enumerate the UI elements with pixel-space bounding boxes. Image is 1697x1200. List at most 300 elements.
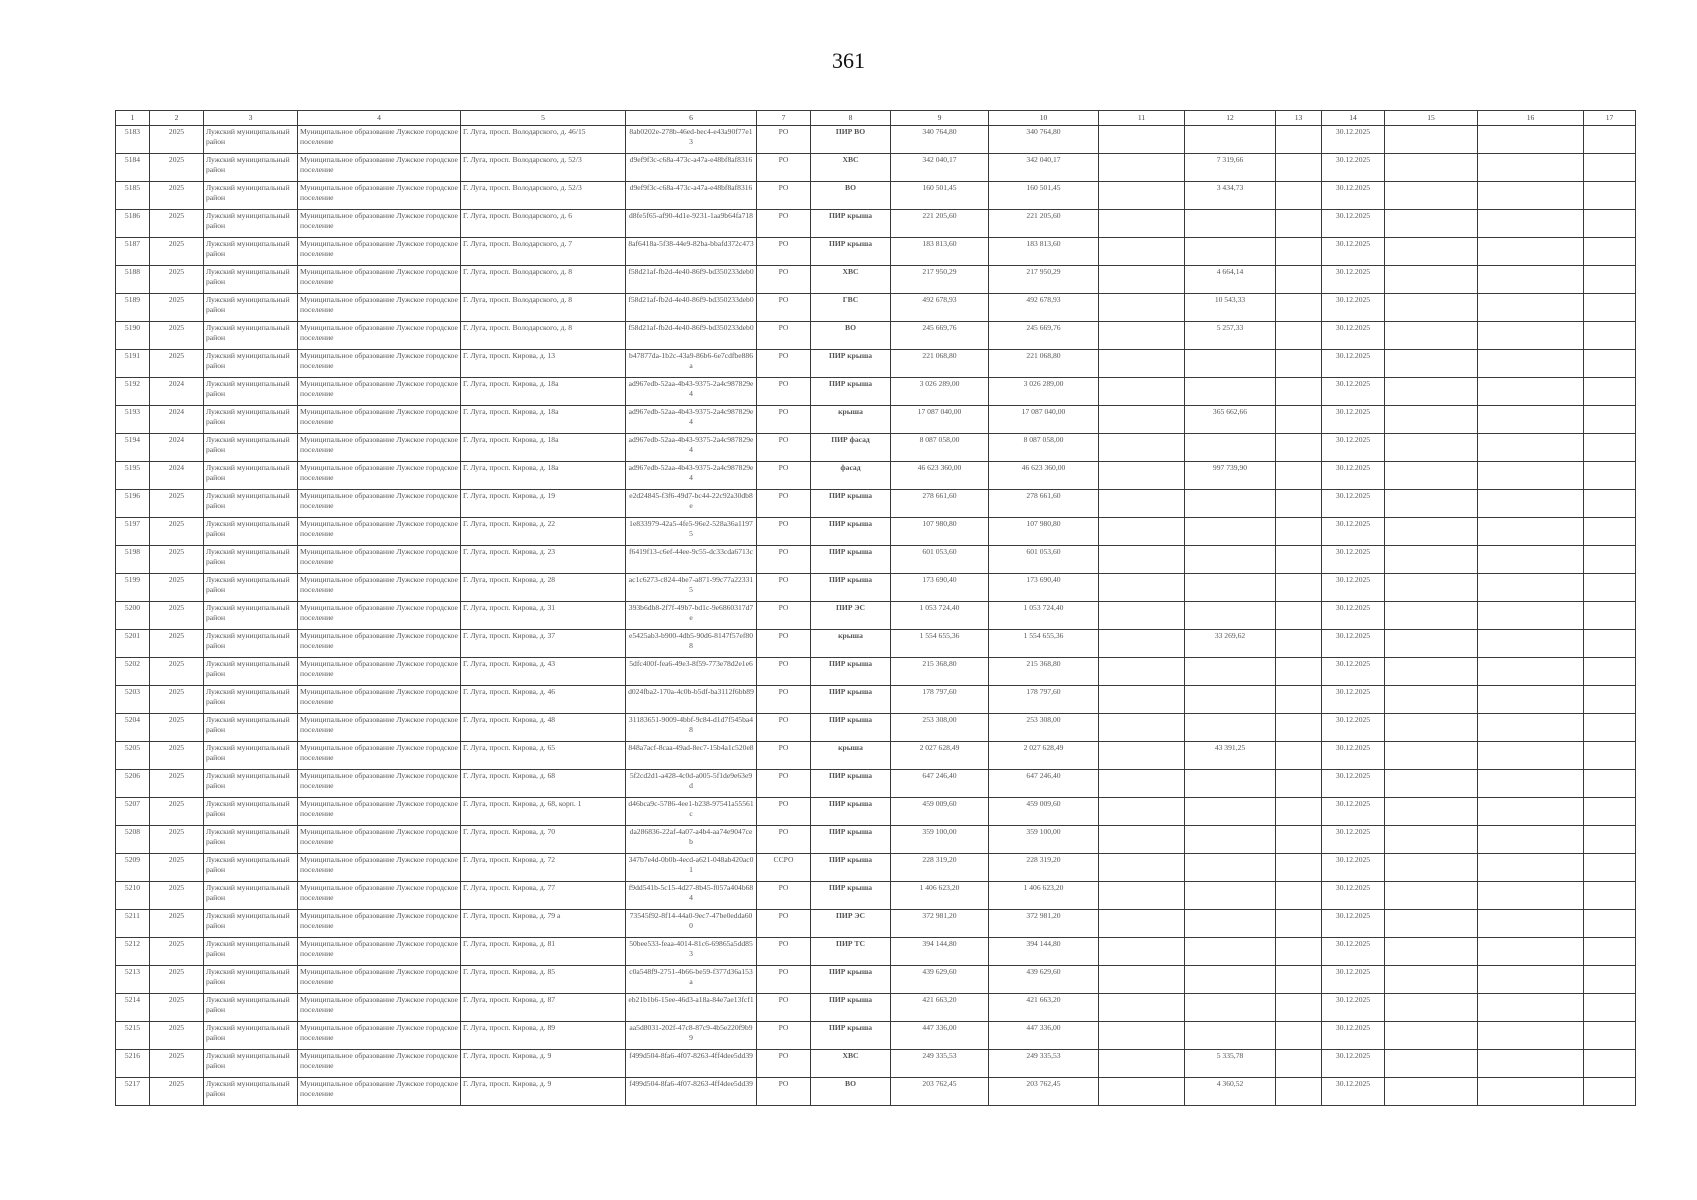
cell-col-15: [1385, 630, 1478, 658]
cell-cost: 372 981,20: [891, 910, 989, 938]
cell-col-12: 5 257,33: [1185, 322, 1276, 350]
cell-work-type: фасад: [811, 462, 891, 490]
cell-house-code: 5f2cd2d1-a428-4c0d-a005-5f1de9e63e9d: [626, 770, 757, 798]
cell-col-12: [1185, 658, 1276, 686]
cell-cost: 160 501,45: [891, 182, 989, 210]
cell-date: 30.12.2025: [1322, 1022, 1385, 1050]
cell-cost-total: 372 981,20: [989, 910, 1099, 938]
cell-house-code: d024fba2-170a-4c0b-b5df-ba3112f6bb89: [626, 686, 757, 714]
table-row: [116, 938, 1636, 966]
cell-col-16: [1478, 182, 1584, 210]
cell-year: 2025: [150, 658, 204, 686]
cell-house-code: e2d24845-f3f6-49d7-bc44-22c92a30db8e: [626, 490, 757, 518]
cell-col-13: [1276, 826, 1322, 854]
column-header: 9: [891, 111, 989, 126]
cell-col-16: [1478, 630, 1584, 658]
cell-col-12: [1185, 770, 1276, 798]
cell-col-15: [1385, 378, 1478, 406]
cell-house-code: aa5d8031-202f-47c8-87c9-4b5e220f9b99: [626, 1022, 757, 1050]
cell-col-16: [1478, 126, 1584, 154]
cell-col-16: [1478, 1022, 1584, 1050]
cell-municipality: Муниципальное образование Лужское городское поселение: [298, 434, 461, 462]
cell-address: Г. Луга, просп. Кирова, д. 23: [461, 546, 626, 574]
cell-col-12: 365 662,66: [1185, 406, 1276, 434]
cell-district: Лужский муниципальный район: [204, 994, 298, 1022]
cell-municipality: Муниципальное образование Лужское городское поселение: [298, 378, 461, 406]
column-header: 14: [1322, 111, 1385, 126]
cell-col-17: [1584, 630, 1636, 658]
cell-date: 30.12.2025: [1322, 826, 1385, 854]
cell-col-16: [1478, 266, 1584, 294]
cell-date: 30.12.2025: [1322, 574, 1385, 602]
cell-date: 30.12.2025: [1322, 630, 1385, 658]
cell-row-number: 5191: [116, 350, 150, 378]
cell-address: Г. Луга, просп. Кирова, д. 46: [461, 686, 626, 714]
cell-col-17: [1584, 910, 1636, 938]
cell-address: Г. Луга, просп. Кирова, д. 85: [461, 966, 626, 994]
cell-col-11: [1099, 658, 1185, 686]
cell-col-17: [1584, 770, 1636, 798]
cell-cost: 1 406 623,20: [891, 882, 989, 910]
cell-col-15: [1385, 714, 1478, 742]
cell-cost: 221 205,60: [891, 210, 989, 238]
cell-cost: 278 661,60: [891, 490, 989, 518]
cell-district: Лужский муниципальный район: [204, 406, 298, 434]
cell-district: Лужский муниципальный район: [204, 350, 298, 378]
cell-col-11: [1099, 406, 1185, 434]
cell-row-number: 5209: [116, 854, 150, 882]
cell-row-number: 5197: [116, 518, 150, 546]
cell-municipality: Муниципальное образование Лужское городское поселение: [298, 882, 461, 910]
cell-year: 2025: [150, 1050, 204, 1078]
table-body: [116, 111, 1636, 1106]
cell-cost: 2 027 628,49: [891, 742, 989, 770]
cell-year: 2025: [150, 742, 204, 770]
cell-municipality: Муниципальное образование Лужское городское поселение: [298, 574, 461, 602]
cell-type: РО: [757, 938, 811, 966]
cell-row-number: 5201: [116, 630, 150, 658]
cell-cost-total: 394 144,80: [989, 938, 1099, 966]
cell-col-16: [1478, 770, 1584, 798]
table-row: [116, 574, 1636, 602]
cell-col-16: [1478, 854, 1584, 882]
cell-date: 30.12.2025: [1322, 490, 1385, 518]
cell-date: 30.12.2025: [1322, 322, 1385, 350]
cell-year: 2025: [150, 238, 204, 266]
cell-municipality: Муниципальное образование Лужское городское поселение: [298, 294, 461, 322]
cell-col-13: [1276, 406, 1322, 434]
cell-district: Лужский муниципальный район: [204, 826, 298, 854]
cell-col-11: [1099, 602, 1185, 630]
cell-col-12: 4 664,14: [1185, 266, 1276, 294]
table-row: [116, 994, 1636, 1022]
cell-col-13: [1276, 714, 1322, 742]
cell-col-16: [1478, 154, 1584, 182]
cell-col-17: [1584, 182, 1636, 210]
cell-address: Г. Луга, просп. Кирова, д. 37: [461, 630, 626, 658]
cell-col-13: [1276, 238, 1322, 266]
cell-col-12: 3 434,73: [1185, 182, 1276, 210]
table-row: [116, 714, 1636, 742]
cell-col-12: [1185, 126, 1276, 154]
cell-year: 2025: [150, 630, 204, 658]
cell-address: Г. Луга, просп. Кирова, д. 70: [461, 826, 626, 854]
cell-date: 30.12.2025: [1322, 742, 1385, 770]
cell-type: РО: [757, 1050, 811, 1078]
cell-house-code: ac1c6273-c824-4be7-a871-99c77a223315: [626, 574, 757, 602]
cell-col-12: [1185, 966, 1276, 994]
cell-house-code: c0a548f9-2751-4b66-be59-f377d36a153a: [626, 966, 757, 994]
cell-row-number: 5195: [116, 462, 150, 490]
table-row: [116, 210, 1636, 238]
cell-cost-total: 1 554 655,36: [989, 630, 1099, 658]
cell-date: 30.12.2025: [1322, 1050, 1385, 1078]
cell-col-13: [1276, 574, 1322, 602]
cell-date: 30.12.2025: [1322, 602, 1385, 630]
cell-cost-total: 17 087 040,00: [989, 406, 1099, 434]
cell-house-code: ad967edb-52aa-4b43-9375-2a4c987829e4: [626, 378, 757, 406]
table-row: [116, 910, 1636, 938]
cell-cost-total: 253 308,00: [989, 714, 1099, 742]
cell-col-15: [1385, 126, 1478, 154]
table-row: [116, 266, 1636, 294]
cell-cost-total: 173 690,40: [989, 574, 1099, 602]
table-row: [116, 798, 1636, 826]
cell-row-number: 5215: [116, 1022, 150, 1050]
cell-type: РО: [757, 714, 811, 742]
cell-municipality: Муниципальное образование Лужское городское поселение: [298, 322, 461, 350]
cell-cost: 340 764,80: [891, 126, 989, 154]
column-header: 16: [1478, 111, 1584, 126]
cell-year: 2025: [150, 938, 204, 966]
cell-type: РО: [757, 154, 811, 182]
cell-col-17: [1584, 602, 1636, 630]
cell-municipality: Муниципальное образование Лужское городское поселение: [298, 518, 461, 546]
cell-year: 2025: [150, 266, 204, 294]
cell-cost: 107 980,80: [891, 518, 989, 546]
cell-col-15: [1385, 434, 1478, 462]
cell-cost: 17 087 040,00: [891, 406, 989, 434]
cell-date: 30.12.2025: [1322, 658, 1385, 686]
cell-municipality: Муниципальное образование Лужское городское поселение: [298, 798, 461, 826]
table-row: [116, 1022, 1636, 1050]
cell-district: Лужский муниципальный район: [204, 630, 298, 658]
cell-type: РО: [757, 798, 811, 826]
cell-district: Лужский муниципальный район: [204, 798, 298, 826]
cell-col-16: [1478, 210, 1584, 238]
table-row: [116, 1078, 1636, 1106]
cell-address: Г. Луга, просп. Володарского, д. 52/3: [461, 154, 626, 182]
cell-work-type: ХВС: [811, 266, 891, 294]
cell-row-number: 5211: [116, 910, 150, 938]
cell-house-code: f6419f13-c6ef-44ee-9c55-dc33cda6713c: [626, 546, 757, 574]
table-row: [116, 154, 1636, 182]
cell-col-17: [1584, 546, 1636, 574]
cell-cost: 421 663,20: [891, 994, 989, 1022]
cell-col-16: [1478, 966, 1584, 994]
cell-work-type: ПИР крыша: [811, 658, 891, 686]
cell-col-17: [1584, 238, 1636, 266]
cell-address: Г. Луга, просп. Кирова, д. 68: [461, 770, 626, 798]
cell-col-11: [1099, 462, 1185, 490]
cell-cost: 253 308,00: [891, 714, 989, 742]
cell-district: Лужский муниципальный район: [204, 686, 298, 714]
cell-type: РО: [757, 602, 811, 630]
cell-type: РО: [757, 378, 811, 406]
cell-col-16: [1478, 546, 1584, 574]
cell-district: Лужский муниципальный район: [204, 742, 298, 770]
cell-col-12: [1185, 826, 1276, 854]
column-header: 8: [811, 111, 891, 126]
cell-row-number: 5184: [116, 154, 150, 182]
cell-municipality: Муниципальное образование Лужское городское поселение: [298, 266, 461, 294]
cell-municipality: Муниципальное образование Лужское городское поселение: [298, 602, 461, 630]
cell-municipality: Муниципальное образование Лужское городское поселение: [298, 658, 461, 686]
cell-col-15: [1385, 1022, 1478, 1050]
cell-year: 2025: [150, 350, 204, 378]
cell-cost: 1 554 655,36: [891, 630, 989, 658]
cell-type: РО: [757, 630, 811, 658]
cell-municipality: Муниципальное образование Лужское городское поселение: [298, 1050, 461, 1078]
table-row: [116, 490, 1636, 518]
cell-col-16: [1478, 238, 1584, 266]
cell-type: РО: [757, 126, 811, 154]
cell-house-code: 8af6418a-5f38-44e9-82ba-bbafd372c473: [626, 238, 757, 266]
cell-col-16: [1478, 798, 1584, 826]
cell-date: 30.12.2025: [1322, 546, 1385, 574]
register-table: [115, 110, 1636, 1106]
cell-col-12: [1185, 602, 1276, 630]
cell-type: РО: [757, 434, 811, 462]
cell-district: Лужский муниципальный район: [204, 210, 298, 238]
cell-date: 30.12.2025: [1322, 714, 1385, 742]
cell-cost-total: 492 678,93: [989, 294, 1099, 322]
cell-col-16: [1478, 714, 1584, 742]
cell-col-11: [1099, 938, 1185, 966]
cell-work-type: ПИР крыша: [811, 686, 891, 714]
cell-col-13: [1276, 1022, 1322, 1050]
cell-cost-total: 3 026 289,00: [989, 378, 1099, 406]
cell-col-13: [1276, 546, 1322, 574]
cell-cost-total: 215 368,80: [989, 658, 1099, 686]
cell-work-type: ПИР крыша: [811, 210, 891, 238]
cell-house-code: ad967edb-52aa-4b43-9375-2a4c987829e4: [626, 462, 757, 490]
cell-cost: 245 669,76: [891, 322, 989, 350]
cell-district: Лужский муниципальный район: [204, 770, 298, 798]
cell-col-12: [1185, 434, 1276, 462]
cell-row-number: 5208: [116, 826, 150, 854]
cell-work-type: крыша: [811, 742, 891, 770]
cell-work-type: ПИР крыша: [811, 350, 891, 378]
cell-col-11: [1099, 266, 1185, 294]
cell-house-code: 393b6db8-2f7f-49b7-bd1c-9e6860317d7e: [626, 602, 757, 630]
cell-col-11: [1099, 574, 1185, 602]
cell-work-type: ПИР крыша: [811, 378, 891, 406]
table-row: [116, 546, 1636, 574]
cell-year: 2024: [150, 434, 204, 462]
table-row: [116, 966, 1636, 994]
cell-row-number: 5186: [116, 210, 150, 238]
cell-row-number: 5214: [116, 994, 150, 1022]
cell-col-12: [1185, 686, 1276, 714]
cell-cost-total: 447 336,00: [989, 1022, 1099, 1050]
cell-house-code: 848a7acf-8caa-49ad-8ec7-15b4a1c520e8: [626, 742, 757, 770]
cell-col-17: [1584, 266, 1636, 294]
cell-cost: 203 762,45: [891, 1078, 989, 1106]
cell-col-13: [1276, 686, 1322, 714]
table-row: [116, 322, 1636, 350]
cell-year: 2025: [150, 126, 204, 154]
cell-district: Лужский муниципальный район: [204, 1050, 298, 1078]
cell-col-11: [1099, 770, 1185, 798]
cell-type: РО: [757, 238, 811, 266]
cell-col-16: [1478, 322, 1584, 350]
cell-cost-total: 46 623 360,00: [989, 462, 1099, 490]
cell-col-16: [1478, 826, 1584, 854]
cell-district: Лужский муниципальный район: [204, 126, 298, 154]
table-row: [116, 658, 1636, 686]
cell-col-15: [1385, 882, 1478, 910]
cell-year: 2025: [150, 294, 204, 322]
cell-work-type: ПИР ТС: [811, 938, 891, 966]
cell-cost: 183 813,60: [891, 238, 989, 266]
cell-col-16: [1478, 910, 1584, 938]
cell-col-13: [1276, 350, 1322, 378]
cell-col-15: [1385, 994, 1478, 1022]
cell-work-type: ПИР ВО: [811, 126, 891, 154]
table-row: [116, 378, 1636, 406]
cell-col-13: [1276, 602, 1322, 630]
cell-col-17: [1584, 378, 1636, 406]
cell-year: 2025: [150, 518, 204, 546]
table-row: [116, 518, 1636, 546]
cell-year: 2025: [150, 322, 204, 350]
cell-municipality: Муниципальное образование Лужское городское поселение: [298, 1022, 461, 1050]
cell-year: 2025: [150, 574, 204, 602]
column-header: 13: [1276, 111, 1322, 126]
cell-col-15: [1385, 266, 1478, 294]
column-header: 4: [298, 111, 461, 126]
cell-col-17: [1584, 154, 1636, 182]
cell-row-number: 5217: [116, 1078, 150, 1106]
cell-address: Г. Луга, просп. Кирова, д. 77: [461, 882, 626, 910]
table-row: [116, 462, 1636, 490]
cell-col-17: [1584, 322, 1636, 350]
cell-address: Г. Луга, просп. Кирова, д. 89: [461, 1022, 626, 1050]
cell-col-11: [1099, 826, 1185, 854]
cell-col-13: [1276, 910, 1322, 938]
cell-col-13: [1276, 462, 1322, 490]
cell-cost-total: 359 100,00: [989, 826, 1099, 854]
cell-municipality: Муниципальное образование Лужское городское поселение: [298, 546, 461, 574]
cell-district: Лужский муниципальный район: [204, 714, 298, 742]
table-row: [116, 854, 1636, 882]
cell-house-code: b47877da-1b2c-43a9-86b6-6e7cdfbe886a: [626, 350, 757, 378]
column-header: 2: [150, 111, 204, 126]
cell-cost: 217 950,29: [891, 266, 989, 294]
cell-col-12: [1185, 798, 1276, 826]
cell-district: Лужский муниципальный район: [204, 322, 298, 350]
cell-year: 2025: [150, 882, 204, 910]
cell-type: РО: [757, 322, 811, 350]
cell-house-code: 347b7e4d-0b0b-4ecd-a621-048ab420ac01: [626, 854, 757, 882]
cell-municipality: Муниципальное образование Лужское городское поселение: [298, 462, 461, 490]
cell-col-17: [1584, 210, 1636, 238]
table-row: [116, 630, 1636, 658]
cell-row-number: 5196: [116, 490, 150, 518]
cell-col-13: [1276, 994, 1322, 1022]
cell-col-15: [1385, 826, 1478, 854]
cell-cost-total: 221 205,60: [989, 210, 1099, 238]
cell-col-16: [1478, 462, 1584, 490]
cell-col-16: [1478, 658, 1584, 686]
cell-type: РО: [757, 546, 811, 574]
cell-address: Г. Луга, просп. Кирова, д. 48: [461, 714, 626, 742]
cell-year: 2025: [150, 798, 204, 826]
cell-row-number: 5207: [116, 798, 150, 826]
cell-col-13: [1276, 658, 1322, 686]
cell-row-number: 5199: [116, 574, 150, 602]
cell-col-13: [1276, 434, 1322, 462]
cell-municipality: Муниципальное образование Лужское городское поселение: [298, 770, 461, 798]
cell-type: РО: [757, 490, 811, 518]
cell-house-code: ad967edb-52aa-4b43-9375-2a4c987829e4: [626, 406, 757, 434]
cell-district: Лужский муниципальный район: [204, 462, 298, 490]
cell-municipality: Муниципальное образование Лужское городское поселение: [298, 406, 461, 434]
cell-cost-total: 160 501,45: [989, 182, 1099, 210]
cell-col-15: [1385, 854, 1478, 882]
cell-municipality: Муниципальное образование Лужское городское поселение: [298, 350, 461, 378]
cell-address: Г. Луга, просп. Кирова, д. 31: [461, 602, 626, 630]
cell-cost-total: 245 669,76: [989, 322, 1099, 350]
cell-col-11: [1099, 126, 1185, 154]
cell-type: РО: [757, 994, 811, 1022]
cell-col-13: [1276, 1078, 1322, 1106]
cell-date: 30.12.2025: [1322, 518, 1385, 546]
table-row: [116, 350, 1636, 378]
cell-address: Г. Луга, просп. Володарского, д. 52/3: [461, 182, 626, 210]
cell-col-17: [1584, 1022, 1636, 1050]
cell-work-type: ПИР крыша: [811, 574, 891, 602]
cell-col-15: [1385, 406, 1478, 434]
cell-date: 30.12.2025: [1322, 966, 1385, 994]
cell-col-17: [1584, 126, 1636, 154]
cell-row-number: 5198: [116, 546, 150, 574]
cell-col-11: [1099, 546, 1185, 574]
cell-cost: 647 246,40: [891, 770, 989, 798]
cell-work-type: ХВС: [811, 154, 891, 182]
cell-col-16: [1478, 406, 1584, 434]
cell-col-17: [1584, 826, 1636, 854]
cell-col-15: [1385, 350, 1478, 378]
cell-row-number: 5185: [116, 182, 150, 210]
cell-col-11: [1099, 518, 1185, 546]
cell-district: Лужский муниципальный район: [204, 1022, 298, 1050]
cell-house-code: f499d504-8fa6-4f07-8263-4ff4dee5dd39: [626, 1050, 757, 1078]
cell-col-17: [1584, 434, 1636, 462]
cell-col-17: [1584, 1078, 1636, 1106]
cell-cost: 249 335,53: [891, 1050, 989, 1078]
cell-cost: 1 053 724,40: [891, 602, 989, 630]
cell-cost-total: 8 087 058,00: [989, 434, 1099, 462]
cell-year: 2025: [150, 910, 204, 938]
cell-col-12: [1185, 490, 1276, 518]
cell-col-16: [1478, 294, 1584, 322]
cell-date: 30.12.2025: [1322, 350, 1385, 378]
cell-district: Лужский муниципальный район: [204, 854, 298, 882]
cell-address: Г. Луга, просп. Володарского, д. 7: [461, 238, 626, 266]
cell-row-number: 5193: [116, 406, 150, 434]
